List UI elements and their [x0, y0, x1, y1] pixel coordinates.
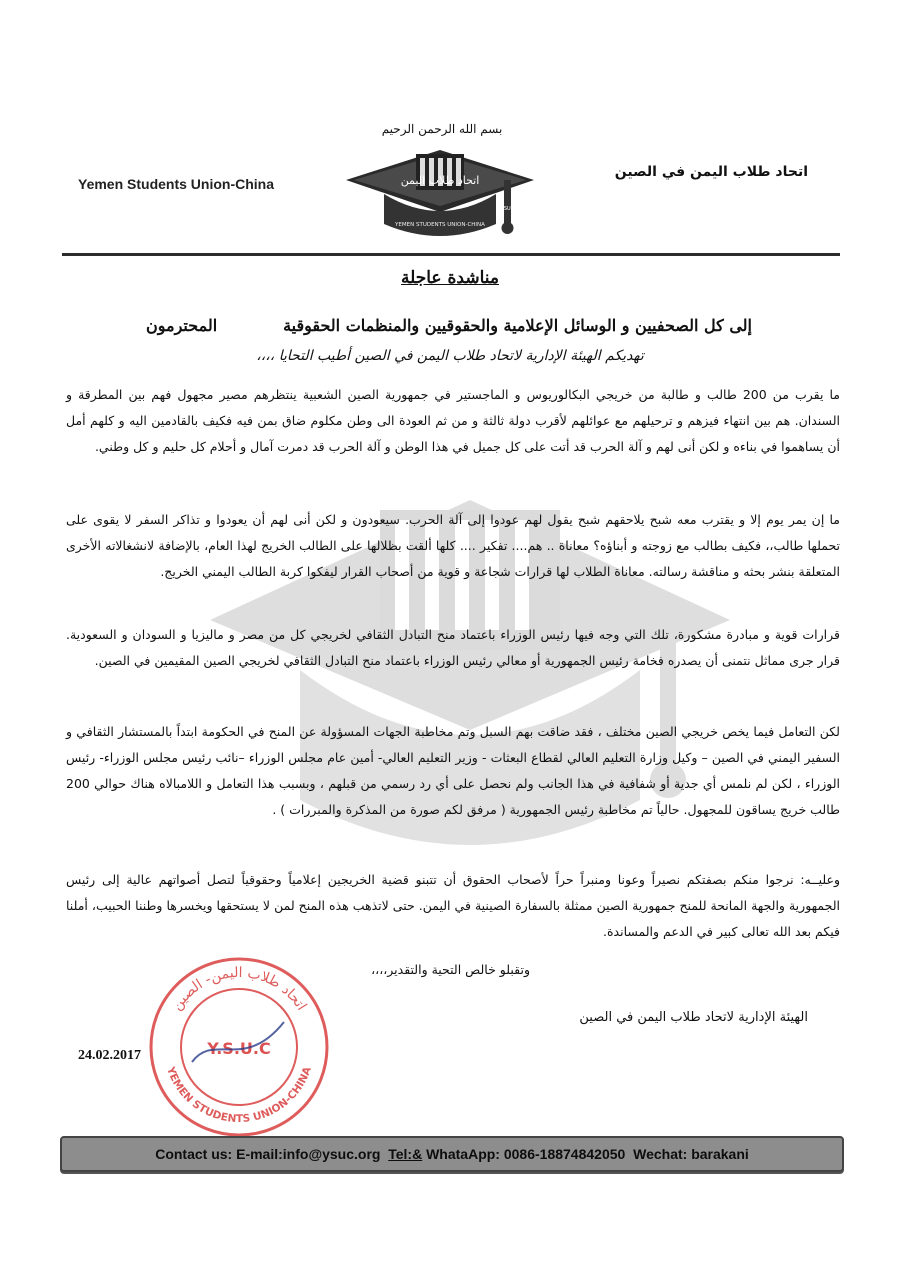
stamp-text-ar: اتحاد طلاب اليمن- الصين — [168, 964, 310, 1014]
honorific: المحترمون — [146, 316, 218, 335]
footer-wechat: Wechat: barakani — [633, 1146, 749, 1162]
letter-title-text: مناشدة عاجلة — [401, 268, 499, 288]
paragraph-5: وعليــه: نرجوا منكم بصفتكم نصيراً وعونا ومنبراً حراً لأصحاب الحقوق أن تتبنو قضية الخريجين إعلامياً وحقوقياً لتصل أصواتهم عالية إلى رئيس الجمهورية والجهة المانحة للمنح جمهورية الصين ممثلة بالسفارة الصينية في اليمن. حتى لاتذهب هذه المنح لمن لا يستحقها ويخسرها وطننا الحبيب، أملنا فيكم بعد الله تعالى كبير في الدعم والمساندة. — [66, 872, 840, 939]
paragraph-2: ما إن يمر يوم إلا و يقترب معه شبح يلاحقهم شبح يقول لهم عودوا إلى آلة الحرب. سيعودون و لكن أنى لهم أن يعودوا و تذاكر السفر لا يقوى على تحملها طالب،، فكيف بطالب مع زوجته و أبناؤه؟ معاناة .. هم.... تفكير .... كلها ألقت بظلالها على الطالب الخريج لهذا العام، بالإضافة لانشغالاته الأخرى المتعلقة بنشر بحثه و مناقشة رسالته. معاناة الطلاب لها قرارات شجاعة و قوية من أصحاب القرار ليفكوا كربة الطالب اليمني الخريج. — [66, 512, 840, 579]
logo-text-en: YEMEN STUDENTS UNION-CHINA — [395, 222, 485, 228]
contact-footer — [60, 1136, 844, 1172]
letter-title — [0, 268, 900, 288]
paragraph-3: قرارات قوية و مبادرة مشكورة، تلك التي وجه فيها رئيس الوزراء باعتماد منح التبادل الثقافي لخريجي كل من مصر و ماليزيا و السودان و السعودية. قرار جرى مماثل نتمنى أن يصدره فخامة رئيس الجمهورية أو معالي رئيس الوزراء باعتماد منح التبادل الثقافي لخريجي الصين المقيمين في الصين. — [66, 627, 840, 668]
org-name-en: Yemen Students Union-China — [78, 176, 275, 192]
footer-phone-label: Tel:& — [388, 1146, 423, 1162]
basmala: بسم الله الرحمن الرحيم — [381, 122, 503, 136]
round-seal-stamp-icon — [144, 952, 334, 1142]
logo-text-ar: اتحاد طلاب اليمن — [400, 174, 480, 187]
stamp-center-text: Y.S.U.C — [207, 1039, 271, 1058]
header-divider — [62, 253, 840, 256]
addressee: إلى كل الصحفيين و الوسائل الإعلامية والحقوقيين والمنظمات الحقوقية — [283, 316, 752, 335]
contact-footer-text — [62, 1138, 842, 1170]
paragraph-4: لكن التعامل فيما يخص خريجي الصين مختلف ، فقد ضاقت بهم السبل وتم مخاطبة الجهات المسؤولة عن المنح في الحكومة ابتداً بالمستشار الثقافي و السفير اليمني في الصين – وكيل وزارة التعليم العالي لقطاع البعثات - وزير التعليم العالي- أمين عام مجلس الوزراء –نائب رئيس مجلس الوزراء- رئيس الوزراء ، لكن لم نلمس أي جدية أو شفافية في هذا الجانب ولم نحصل على أي رد رسمي من قبلهم ، وبسبب هذا التعامل و اللامبالاه هناك حوالي 200 طالب خريج يساقون للمجهول. حالياً تم مخاطبة رئيس الجمهورية ( مرفق لكم صورة من المذكرة والمبررات ) . — [66, 724, 840, 817]
letter-date: 24.02.2017 — [78, 1048, 141, 1063]
org-name-ar: اتحاد طلاب اليمن في الصين — [614, 164, 808, 180]
paragraph-1: ما يقرب من 200 طالب و طالبة من خريجي البكالوريوس و الماجستير في جمهورية الصين الشعبية ينتظرهم مصير مجهول فهم بين المطرقة و السندان. هم بين انتهاء فيزهم و ترحيلهم مع عوائلهم لأقرب دولة ثالثة و من ثم العودة الى وطن مكلوم ضاق بمن فيه فكيف بالقادمين اليه و كلهم أمل أن يساهموا في بناءه و لكن أنى لهم و آلة الحرب قد أتت على كل جميل في هذا الوطن و آلة الحرب قد دمرت آمال و أحلام كل حليم و كل وطني. — [66, 387, 840, 454]
logo-badge: YSUC — [500, 206, 515, 212]
graduation-cap-logo-icon — [340, 140, 540, 250]
signature-line: الهيئة الإدارية لاتحاد طلاب اليمن في الصين — [579, 1010, 808, 1025]
footer-email: Contact us: E-mail:info@ysuc.org — [155, 1146, 381, 1162]
footer-whatsapp: WhataApp: 0086-18874842050 — [426, 1146, 626, 1162]
closing-line: وتقبلو خالص التحية والتقدير،،،، — [371, 962, 530, 977]
greeting: تهديكم الهيئة الإدارية لاتحاد طلاب اليمن في الصين أطيب التحايا ،،،، — [256, 348, 644, 364]
stamp-text-en: YEMEN STUDENTS UNION-CHINA — [164, 1065, 314, 1126]
